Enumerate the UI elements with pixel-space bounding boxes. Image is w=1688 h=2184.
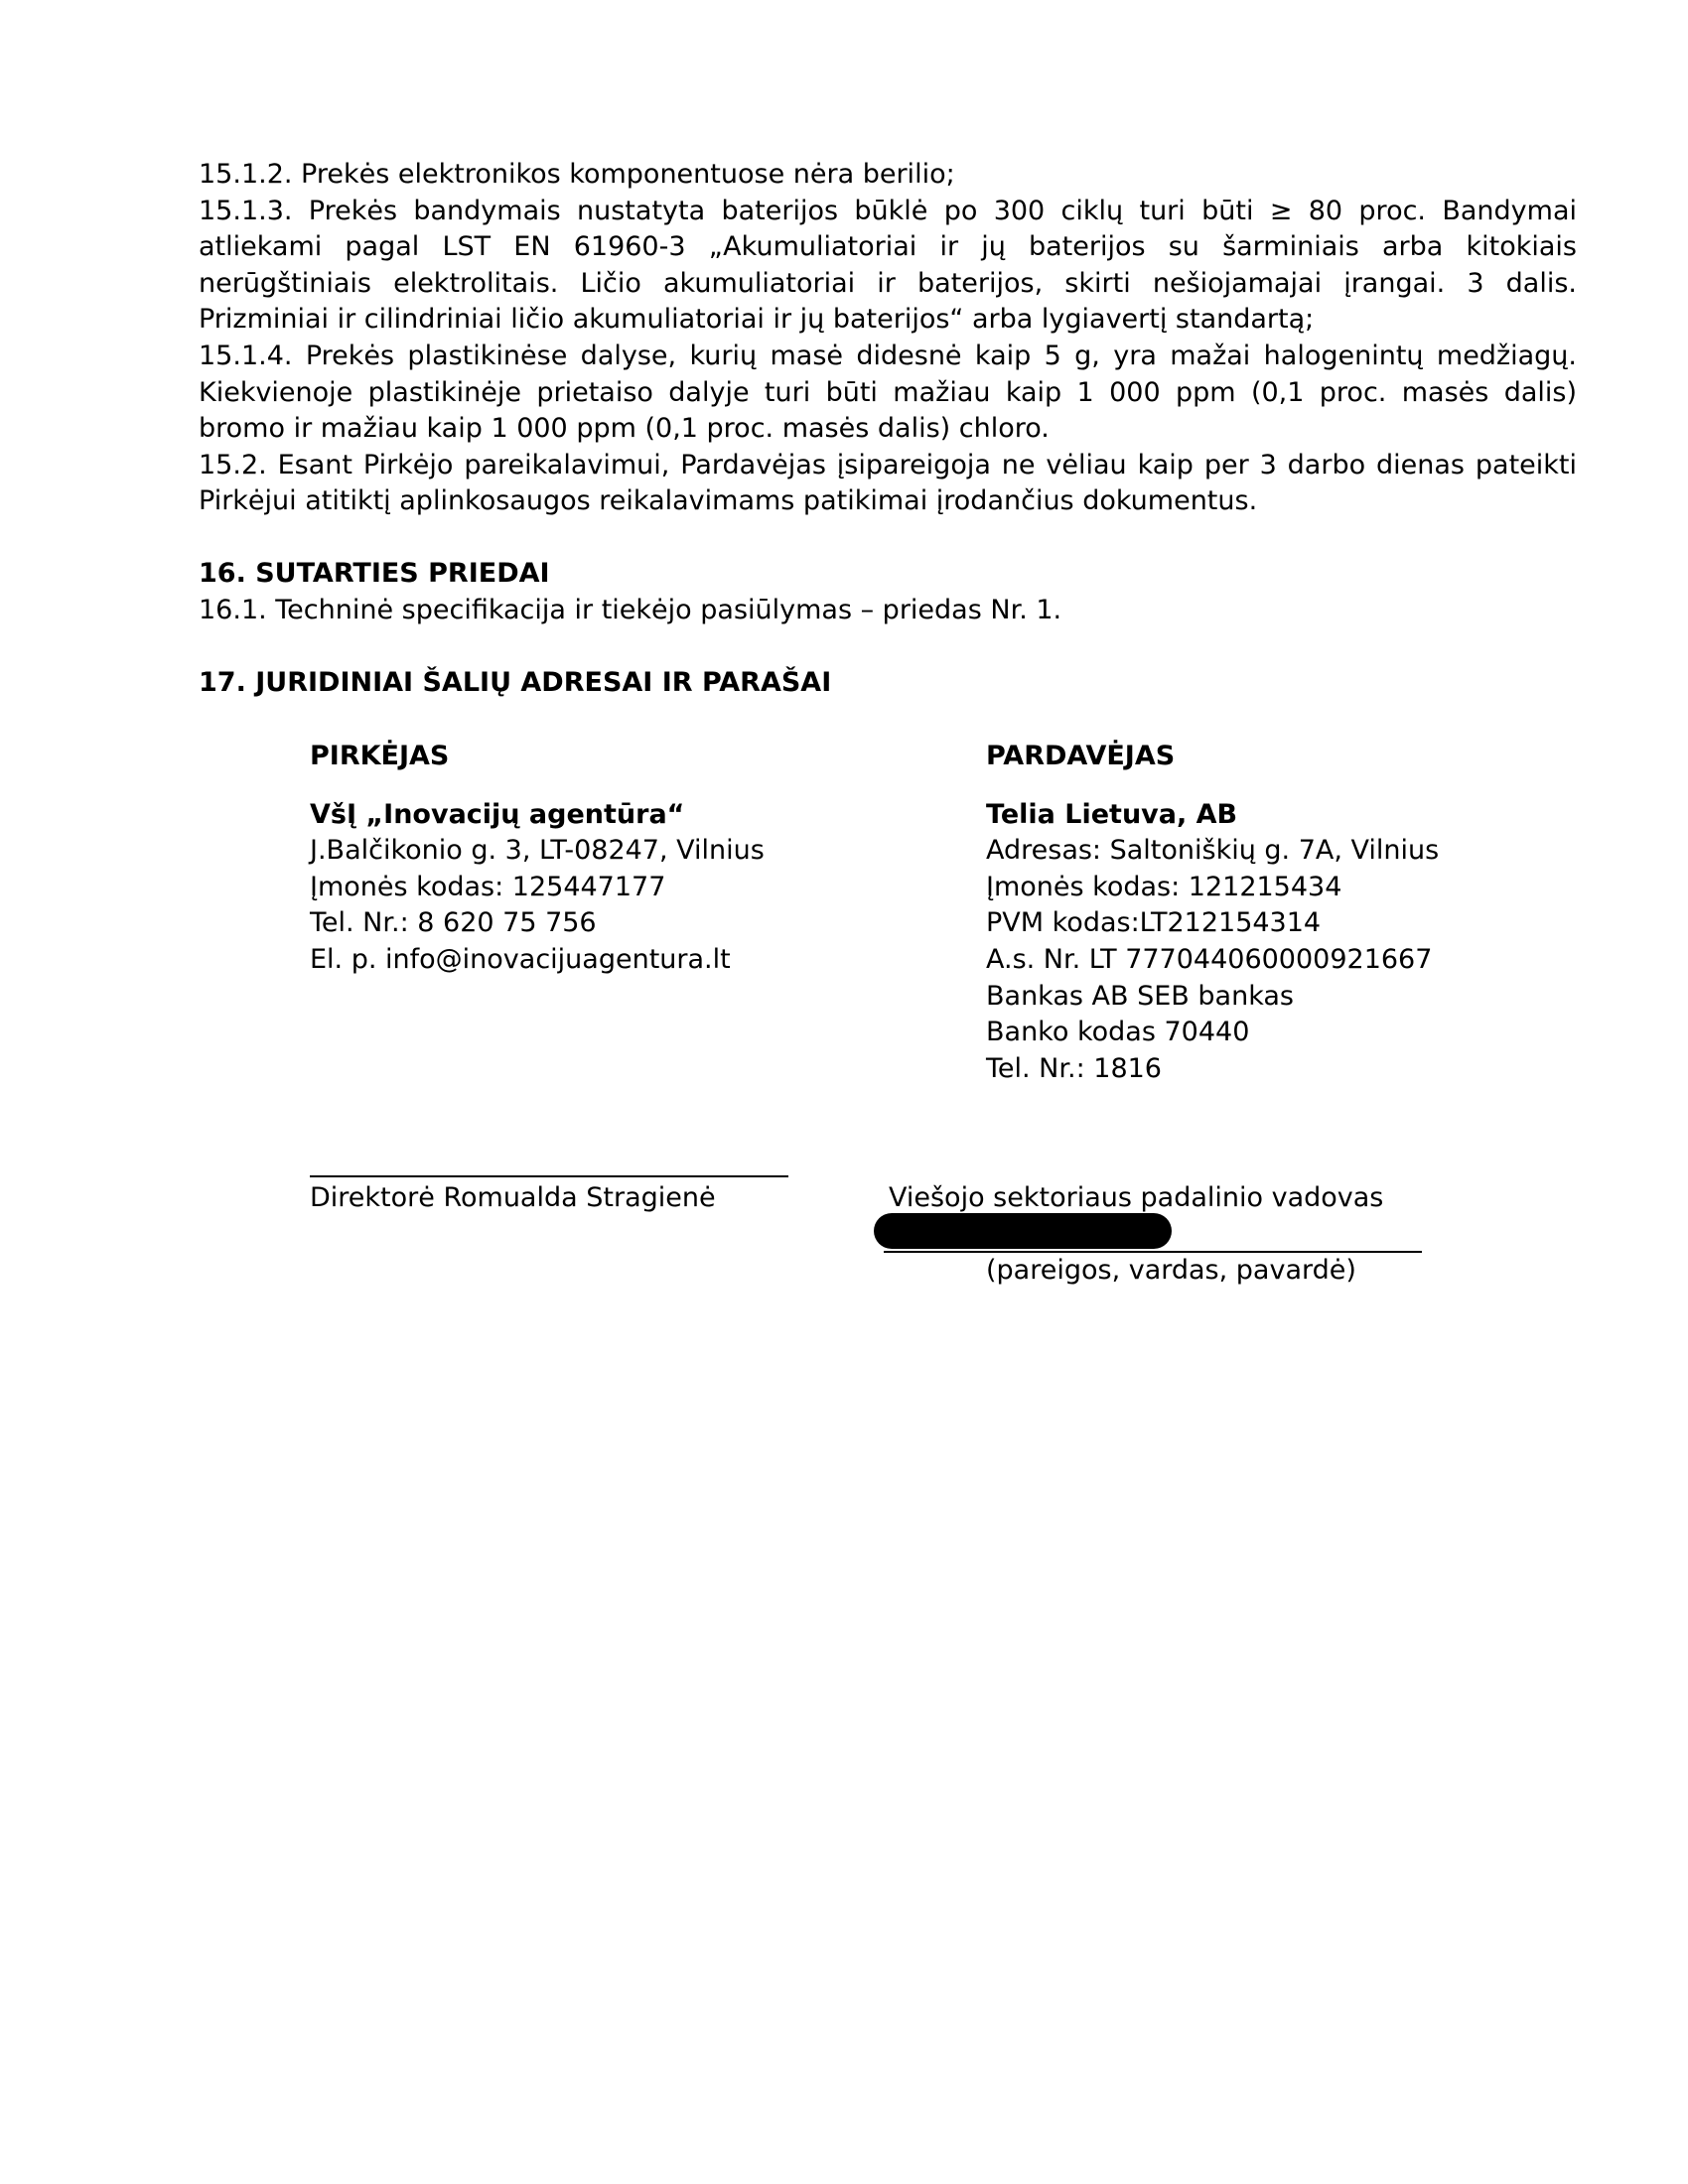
buyer-column [310, 739, 765, 979]
seller-column [986, 739, 1439, 1087]
seller-signature-caption: (pareigos, vardas, pavardė) [986, 1255, 1356, 1286]
buyer-signatory: Direktorė Romualda Stragienė [310, 1182, 716, 1213]
buyer-name: VšĮ „Inovacijų agentūra“ [310, 798, 685, 830]
buyer-address: J.Balčikonio g. 3, LT-08247, Vilnius [310, 835, 765, 867]
clause-15-1-4: 15.1.4. Prekės plastikinėse dalyse, kurių masė didesnė kaip 5 g, yra mažai halogenintų medžiagų. Kiekvienoje plastikinėje prietaiso dalyje turi būti mažiau kaip 1 000 ppm (0,1 proc. masės dalis) bromo ir mažiau kaip 1 000 ppm (0,1 proc. masės dalis) chloro. [199, 340, 1577, 445]
seller-phone: Tel. Nr.: 1816 [986, 1052, 1162, 1084]
clause-15-1-3: 15.1.3. Prekės bandymais nustatyta baterijos būklė po 300 ciklų turi būti ≥ 80 proc. Bandymai atliekami pagal LST EN 61960-3 „Akumuliatoriai ir jų baterijos su šarminiais arba kitokiais nerūgštiniais elektrolitais. Ličio akumuliatoriai ir baterijos, skirti nešiojamajai įrangai. 3 dalis. Prizminiai ir cilindriniai ličio akumuliatoriai ir jų baterijos“ arba lygiavertį standartą; [199, 195, 1577, 336]
buyer-role: PIRKĖJAS [310, 741, 450, 771]
seller-company-code: Įmonės kodas: 121215434 [986, 871, 1342, 902]
seller-vat-code: PVM kodas:LT212154314 [986, 907, 1322, 939]
section-17-heading: 17. JURIDINIAI ŠALIŲ ADRESAI IR PARAŠAI [199, 667, 832, 698]
clause-16-1: 16.1. Techninė specifikacija ir tiekėjo pasiūlymas – priedas Nr. 1. [199, 594, 1062, 625]
seller-name: Telia Lietuva, AB [986, 798, 1238, 830]
buyer-company-code: Įmonės kodas: 125447177 [310, 871, 666, 902]
section-15-body [199, 157, 1577, 520]
redaction-mark [874, 1213, 1172, 1249]
section-16 [199, 556, 1577, 628]
seller-signatory-title: Viešojo sektoriaus padalinio vadovas [889, 1182, 1384, 1213]
seller-account-number: A.s. Nr. LT 777044060000921667 [986, 943, 1433, 975]
clause-15-2: 15.2. Esant Pirkėjo pareikalavimui, Pardavėjas įsipareigoja ne vėliau kaip per 3 darbo dienas pateikti Pirkėjui atitiktį aplinkosaugos reikalavimams patikimai įrodančius dokumentus. [199, 449, 1577, 517]
buyer-signature-line [310, 1175, 788, 1177]
seller-address: Adresas: Saltoniškių g. 7A, Vilnius [986, 835, 1440, 867]
section-17 [199, 665, 1577, 702]
buyer-email: El. p. info@inovacijuagentura.lt [310, 943, 731, 975]
section-16-heading: 16. SUTARTIES PRIEDAI [199, 558, 550, 589]
buyer-phone: Tel. Nr.: 8 620 75 756 [310, 907, 597, 939]
seller-bank-code: Banko kodas 70440 [986, 1017, 1250, 1048]
seller-role: PARDAVĖJAS [986, 741, 1176, 771]
seller-bank: Bankas AB SEB bankas [986, 980, 1294, 1012]
clause-15-1-2: 15.1.2. Prekės elektronikos komponentuose nėra berilio; [199, 159, 955, 190]
